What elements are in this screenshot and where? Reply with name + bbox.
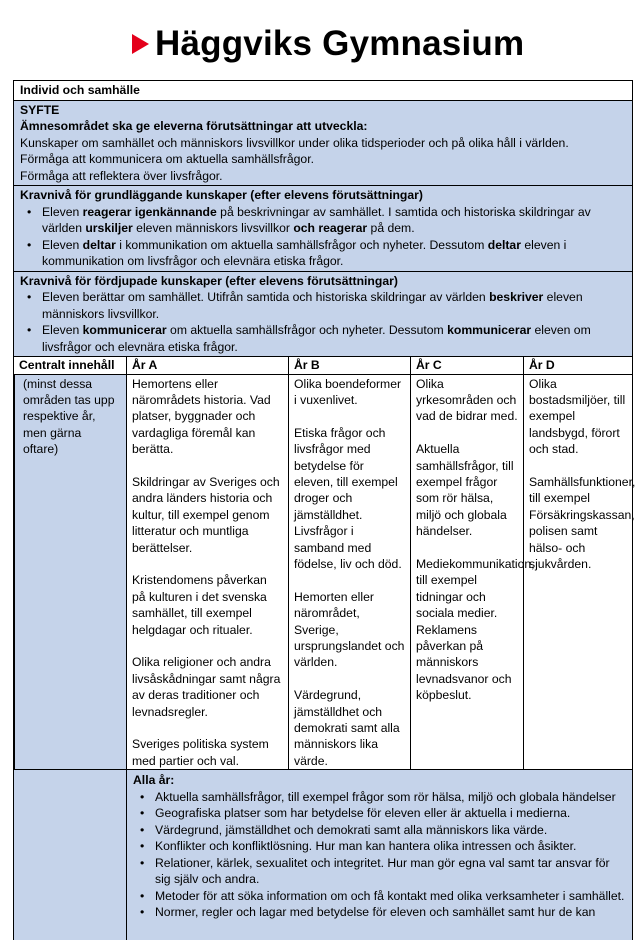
curriculum-table <box>13 80 636 940</box>
syfte-heading: SYFTE <box>20 102 60 117</box>
ar-b-cell <box>288 375 410 770</box>
syfte-intro: Ämnesområdet ska ge eleverna förutsättningar att utveckla: <box>20 119 368 133</box>
alla-list <box>133 789 626 921</box>
ar-b-paragraph: Värdegrund, jämställdhet och demokrati samt alla människors lika värde. <box>294 688 400 768</box>
ar-a-paragraph: Hemortens eller närområdets historia. Vad platser, byggnader och vardagliga föremål kan berätta. <box>132 376 271 457</box>
content-grid <box>14 356 636 769</box>
grund-item: • Eleven reagerar igenkännande på beskrivningar av samhället. I samtida och historiska skildringar av världen urskiljer eleven människors livsvillkor och reagerar på dem. <box>42 204 626 237</box>
page-header <box>0 0 643 80</box>
ar-b-paragraph: Olika boendeformer i vuxenlivet. <box>294 376 402 407</box>
ar-c-paragraph: Olika yrkesområden och vad de bidrar med. <box>416 376 518 424</box>
ar-d-cell <box>523 375 636 770</box>
ar-b-paragraph: Hemorten eller närområdet, Sverige, ursprungslandet och världen. <box>294 589 405 670</box>
syfte-section <box>14 100 632 186</box>
centralt-note-text: (minst dessa områden tas upp respektive år, men gärna oftare) <box>23 376 115 457</box>
alla-item: • Relationer, kärlek, sexualitet och integritet. Hur man gör egna val samt tar ansvar för sig själv och andra. <box>155 855 626 888</box>
ar-c-paragraph: Mediekommunikation, till exempel tidningar och sociala medier. Reklamens påverkan på människors levnadsvanor och köpbeslut. <box>416 556 535 703</box>
ar-c-paragraph: Aktuella samhällsfrågor, till exempel frågor som rör hälsa, miljö och globala händelser. <box>416 442 514 539</box>
logo-triangle-icon <box>132 34 149 54</box>
ar-a-paragraph: Skildringar av Sveriges och andra länders historia och kultur, till exempel genom litteratur och muntliga berättelser. <box>132 474 280 555</box>
syfte-line: Förmåga att reflektera över livsfrågor. <box>20 168 223 183</box>
grund-section <box>14 185 632 271</box>
grund-heading: Kravnivå för grundläggande kunskaper (efter elevens förutsättningar) <box>20 188 423 202</box>
school-name: Häggviks Gymnasium <box>155 24 525 63</box>
fordjup-heading: Kravnivå för fördjupade kunskaper (efter elevens förutsättningar) <box>20 273 398 288</box>
alla-left-blank <box>14 770 126 940</box>
ar-a-paragraph: Sveriges politiska system med partier och val. <box>132 737 269 768</box>
ar-a-paragraph: Olika religioner och andra livsåskådningar samt några av deras traditioner och levnadsregler. <box>132 655 281 719</box>
fordjup-item: • Eleven kommunicerar om aktuella samhällsfrågor och nyheter. Dessutom kommunicerar eleven om livsfrågor och elevnära etiska frågor. <box>42 322 626 355</box>
fordjup-section <box>14 271 632 357</box>
alla-item: • Geografiska platser som har betydelse för eleven eller är aktuella i medierna. <box>155 805 626 822</box>
grund-item: • Eleven deltar i kommunikation om aktuella samhällsfrågor och nyheter. Dessutom deltar eleven i kommunikation om livsfrågor och elevnära etiska frågor. <box>42 237 626 270</box>
header-ar-d: År D <box>523 357 632 375</box>
ar-b-paragraph: Etiska frågor och livsfrågor med betydelse för eleven, till exempel droger och jämställdhet. Livsfrågor i samband med födelse, liv och död. <box>294 425 402 571</box>
alla-item: • Aktuella samhällsfrågor, till exempel frågor som rör hälsa, miljö och globala händelser <box>155 789 626 806</box>
ar-a-cell <box>126 375 288 770</box>
alla-item: • Konflikter och konfliktlösning. Hur man kan hantera olika intressen och åsikter. <box>155 838 626 855</box>
header-centralt: Centralt innehåll <box>14 357 126 375</box>
alla-item: • Metoder för att söka information om och få kontakt med olika verksamheter i samhället. <box>155 888 626 905</box>
alla-content <box>126 770 632 940</box>
grund-list <box>20 204 626 270</box>
fordjup-item: • Eleven berättar om samhället. Utifrån samtida och historiska skildringar av världen beskriver eleven människors livsvillkor. <box>42 289 626 322</box>
subject-title: Individ och samhälle <box>14 80 632 100</box>
syfte-line: Förmåga att kommunicera om aktuella samhällsfrågor. <box>20 152 314 166</box>
fordjup-list <box>20 289 626 355</box>
header-ar-a: År A <box>126 357 288 375</box>
centralt-note <box>14 375 126 770</box>
ar-a-paragraph: Kristendomens påverkan på kulturen i det svenska samhället, till exempel helgdagar och ritualer. <box>132 573 267 637</box>
alla-item: • Värdegrund, jämställdhet och demokrati samt alla människors lika värde. <box>155 822 626 839</box>
school-logo <box>132 24 524 64</box>
ar-d-paragraph: Olika bostadsmiljöer, till exempel landsbygd, förort och stad. <box>529 376 626 457</box>
alla-item: • Normer, regler och lagar med betydelse för eleven och samhället samt hur de kan <box>155 904 626 921</box>
alla-heading: Alla år: <box>133 773 175 788</box>
ar-d-paragraph: Samhällsfunktioner, till exempel Försäkringskassan, polisen samt hälso- och sjukvården. <box>529 474 636 571</box>
header-ar-c: År C <box>410 357 523 375</box>
ar-c-cell <box>410 375 535 770</box>
syfte-line: Kunskaper om samhället och människors livsvillkor under olika tidsperioder och på olika håll i världen. <box>20 135 569 150</box>
header-ar-b: År B <box>288 357 410 375</box>
alla-section <box>14 769 632 940</box>
